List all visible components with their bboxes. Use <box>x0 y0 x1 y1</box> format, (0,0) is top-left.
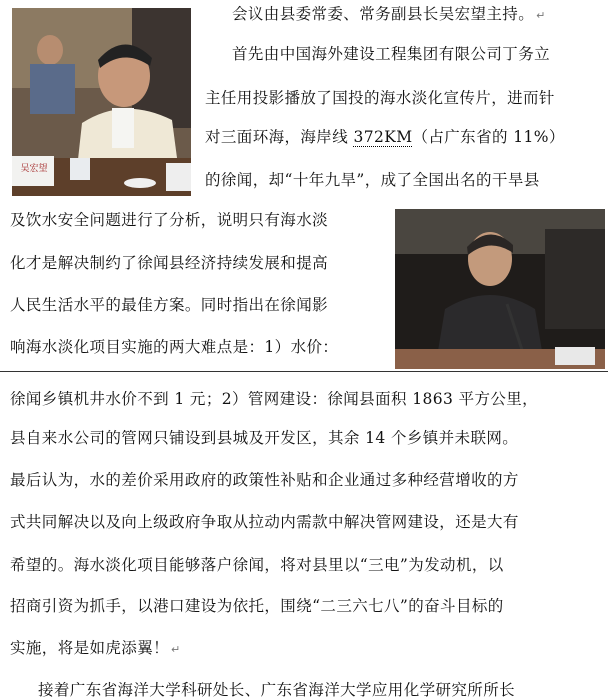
text-line-2-content: 首先由中国海外建设工程集团有限公司丁务立 <box>232 45 551 63</box>
text-line-17-content: 接着广东省海洋大学科研处长、广东省海洋大学应用化学研究所所长 <box>38 681 516 699</box>
text-line-13-content: 式共同解决以及向上级政府争取从拉动内需款中解决管网建设，还是大有 <box>10 513 519 531</box>
text-line-7-content: 化才是解决制约了徐闻县经济持续发展和提高 <box>10 254 329 272</box>
text-line-11 <box>10 428 518 448</box>
text-line-17 <box>38 680 515 700</box>
text-line-5 <box>205 170 540 190</box>
text-line-14-content: 希望的。海水淡化项目能够落户徐闻，将对县里以“三电”为发动机，以 <box>10 556 504 574</box>
photo-speaker <box>395 209 605 369</box>
text-line-4 <box>205 127 565 147</box>
text-line-7 <box>10 253 328 273</box>
text-line-15 <box>10 596 504 616</box>
text-line-6 <box>10 210 328 230</box>
text-line-9 <box>10 337 338 357</box>
coastline-length: 372KM <box>353 128 413 146</box>
speaker-photo-image <box>395 209 605 369</box>
text-line-6-content: 及饮水安全问题进行了分析，说明只有海水淡 <box>10 211 329 229</box>
text-line-14 <box>10 555 504 575</box>
nameplate-text: 吴宏望 <box>20 164 48 174</box>
text-line-3-content: 主任用投影播放了国投的海水淡化宣传片，进而针 <box>205 89 555 107</box>
text-line-9-content: 响海水淡化项目实施的两大难点是：1）水价： <box>10 338 339 356</box>
text-line-8 <box>10 295 328 315</box>
text-line-10 <box>10 389 538 409</box>
text-line-12 <box>10 470 519 490</box>
photo-meeting-chair <box>12 8 191 196</box>
text-line-15-content: 招商引资为抓手，以港口建设为依托，围绕“二三六七八”的奋斗目标的 <box>10 597 504 615</box>
text-line-16-content: 实施，将是如虎添翼！ <box>10 639 170 657</box>
text-line-11-content: 县自来水公司的管网只铺设到县城及开发区，其余 14 个乡镇并未联网。 <box>10 429 519 447</box>
section-divider <box>0 371 608 372</box>
text-line-12-content: 最后认为，水的差价采用政府的政策性补贴和企业通过多种经营增收的方 <box>10 471 519 489</box>
text-line-8-content: 人民生活水平的最佳方案。同时指出在徐闻影 <box>10 296 329 314</box>
text-line-5-content: 的徐闻，却“十年九旱”，成了全国出名的干旱县 <box>205 171 540 189</box>
text-line-4-content: 对三面环海，海岸线 372KM（占广东省的 11%） <box>205 128 565 146</box>
paragraph-mark: ↵ <box>171 643 181 656</box>
text-line-1-content: 会议由县委常委、常务副县长吴宏望主持。 <box>232 5 535 23</box>
paragraph-mark: ↵ <box>536 9 546 22</box>
text-line-1 <box>232 4 546 26</box>
text-line-16 <box>10 638 181 660</box>
text-line-2 <box>232 44 550 64</box>
text-line-10-content: 徐闻乡镇机井水价不到 1 元；2）管网建设：徐闻县面积 1863 平方公里， <box>10 390 539 408</box>
text-line-13 <box>10 512 519 532</box>
text-line-3 <box>205 88 555 108</box>
